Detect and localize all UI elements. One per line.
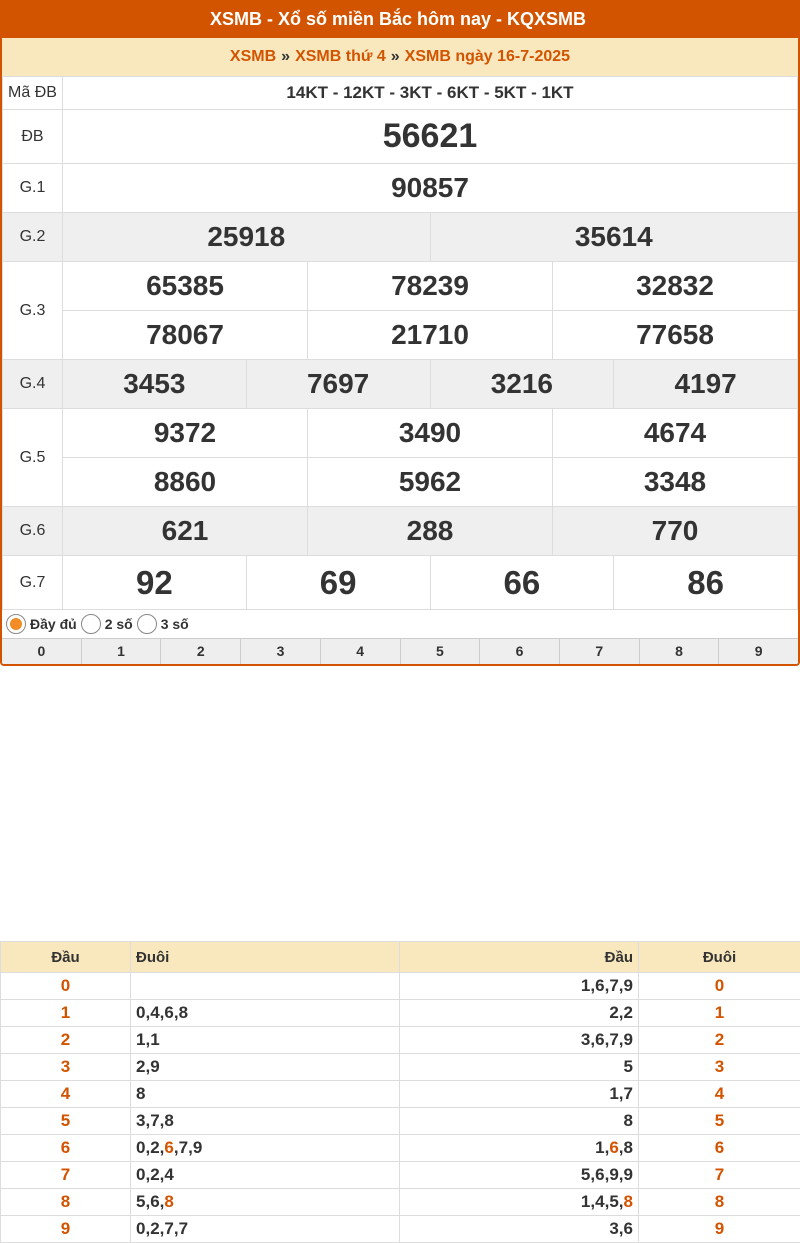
table-row <box>1 1135 800 1162</box>
loto-duoi-list <box>131 1027 400 1054</box>
prize-number: 3216 <box>430 360 614 409</box>
loto-dau: 3 <box>1 1054 131 1081</box>
loto-digit: 9 <box>192 1138 203 1157</box>
column-header-dau: Đầu <box>1 942 131 973</box>
prize-number: 770 <box>553 507 798 556</box>
table-row <box>1 1054 800 1081</box>
separator: , <box>159 1003 165 1022</box>
digit-filter-2[interactable]: 2 <box>161 639 241 664</box>
loto-dau-list <box>400 1216 639 1243</box>
loto-dau-list <box>400 1108 639 1135</box>
separator: , <box>173 1219 179 1238</box>
prize-row-g1 <box>3 164 798 213</box>
digit-filter-bar <box>2 638 798 664</box>
table-row <box>1 1027 800 1054</box>
loto-dau: 5 <box>1 1108 131 1135</box>
loto-dau: 7 <box>1 1162 131 1189</box>
option-full[interactable] <box>6 614 77 634</box>
breadcrumb-separator: » <box>390 48 400 65</box>
loto-digit: 3 <box>609 1219 619 1238</box>
digit-filter-3[interactable]: 3 <box>241 639 321 664</box>
breadcrumb <box>2 38 798 76</box>
loto-digit: 8 <box>623 1138 633 1157</box>
loto-dau-list <box>400 1189 639 1216</box>
loto-duoi: 8 <box>639 1189 800 1216</box>
prize-number: 288 <box>308 507 553 556</box>
column-header-duoi: Đuôi <box>131 942 400 973</box>
digit-filter-8[interactable]: 8 <box>640 639 720 664</box>
prize-label: Mã ĐB <box>3 77 63 110</box>
radio-icon[interactable] <box>137 614 157 634</box>
separator: , <box>604 1165 610 1184</box>
loto-dau-list <box>400 1135 639 1162</box>
prize-number: 25918 <box>63 213 431 262</box>
loto-digit: 5 <box>580 1165 591 1184</box>
loto-digit: 7 <box>164 1219 174 1238</box>
separator: , <box>145 1057 151 1076</box>
loto-duoi: 9 <box>639 1216 800 1243</box>
loto-digit: 5 <box>136 1192 146 1211</box>
loto-duoi: 2 <box>639 1027 800 1054</box>
loto-duoi-list <box>131 1000 400 1027</box>
loto-digit: 6 <box>609 1138 619 1157</box>
prize-label: G.6 <box>3 507 63 556</box>
loto-dau: 1 <box>1 1000 131 1027</box>
option-label: 3 số <box>160 616 189 632</box>
loto-dau-list <box>400 1027 639 1054</box>
loto-duoi-list <box>131 1054 400 1081</box>
loto-dau: 2 <box>1 1027 131 1054</box>
loto-duoi-list <box>131 1189 400 1216</box>
loto-digit: 2 <box>609 1003 619 1022</box>
loto-digit: 6 <box>595 1030 605 1049</box>
loto-duoi: 5 <box>639 1108 800 1135</box>
loto-digit: 2 <box>136 1057 146 1076</box>
loto-digit: 1 <box>150 1030 160 1049</box>
loto-digit: 1 <box>580 1192 591 1211</box>
loto-dau: 9 <box>1 1216 131 1243</box>
separator: , <box>145 1192 151 1211</box>
loto-digit: 1 <box>580 976 591 995</box>
loto-duoi-list <box>131 1081 400 1108</box>
loto-dau-list <box>400 1162 639 1189</box>
loto-duoi: 7 <box>639 1162 800 1189</box>
loto-duoi: 0 <box>639 973 800 1000</box>
separator: , <box>618 1165 624 1184</box>
loto-digit: 9 <box>623 976 633 995</box>
separator: , <box>188 1138 193 1157</box>
digit-filter-5[interactable]: 5 <box>401 639 481 664</box>
breadcrumb-link-date[interactable]: XSMB ngày 16-7-2025 <box>404 48 571 65</box>
separator: , <box>145 1138 151 1157</box>
prize-number: 69 <box>246 556 430 610</box>
prize-label: G.3 <box>3 262 63 360</box>
prize-number: 92 <box>63 556 247 610</box>
loto-digit: 0 <box>136 1003 146 1022</box>
loto-digit: 8 <box>164 1192 174 1211</box>
table-row <box>1 1000 800 1027</box>
loto-digit: 2 <box>150 1165 160 1184</box>
prize-label: ĐB <box>3 110 63 164</box>
prize-number: 7697 <box>246 360 430 409</box>
prize-number: 90857 <box>63 164 798 213</box>
separator: , <box>159 1165 165 1184</box>
loto-digit: 4 <box>150 1003 160 1022</box>
table-row <box>1 973 800 1000</box>
loto-duoi: 1 <box>639 1000 800 1027</box>
loto-digit: 6 <box>595 1165 605 1184</box>
loto-digit: 2 <box>150 1219 160 1238</box>
prize-row-g2 <box>3 213 798 262</box>
loto-digit: 8 <box>623 1111 633 1130</box>
loto-digit: 9 <box>150 1057 160 1076</box>
page-title: XSMB - Xổ số miền Bắc hôm nay - KQXSMB <box>0 0 798 38</box>
loto-digit: 7 <box>609 976 619 995</box>
loto-dau-list <box>400 1054 639 1081</box>
separator: , <box>618 1192 624 1211</box>
loto-duoi-list <box>131 1162 400 1189</box>
loto-dau: 0 <box>1 973 131 1000</box>
prize-label: G.1 <box>3 164 63 213</box>
loto-digit: 3 <box>580 1030 591 1049</box>
results-table <box>2 76 798 610</box>
digit-filter-6[interactable]: 6 <box>480 639 560 664</box>
radio-icon[interactable] <box>81 614 101 634</box>
prize-number: 5962 <box>308 458 553 507</box>
loto-digit: 8 <box>136 1084 146 1103</box>
separator: , <box>159 1219 165 1238</box>
loto-header-row <box>1 942 800 973</box>
table-row <box>1 1162 800 1189</box>
prize-row-ma-db <box>3 77 798 110</box>
column-header-dau: Đầu <box>400 942 639 973</box>
separator: , <box>145 1219 151 1238</box>
loto-digit: 4 <box>595 1192 605 1211</box>
loto-digit: 0 <box>136 1165 146 1184</box>
loto-digit: 6 <box>623 1219 633 1238</box>
loto-digit: 9 <box>623 1030 633 1049</box>
separator: , <box>604 1030 610 1049</box>
separator: , <box>590 1165 596 1184</box>
loto-digit: 7 <box>178 1138 189 1157</box>
separator: , <box>604 1192 610 1211</box>
separator: , <box>590 1192 596 1211</box>
prize-number: 8860 <box>63 458 308 507</box>
digit-filter-9[interactable]: 9 <box>754 643 763 659</box>
prize-number: 78067 <box>63 311 308 360</box>
loto-digit: 6 <box>164 1138 174 1157</box>
table-row <box>1 1108 800 1135</box>
loto-dau-list <box>400 1000 639 1027</box>
separator: , <box>159 1111 165 1130</box>
table-row <box>1 1189 800 1216</box>
separator: , <box>590 1030 596 1049</box>
separator: , <box>145 1111 151 1130</box>
prize-number: 4197 <box>614 360 798 409</box>
loto-duoi: 4 <box>639 1081 800 1108</box>
separator: , <box>145 1030 151 1049</box>
separator: , <box>604 976 610 995</box>
option-2-digits[interactable] <box>81 614 133 634</box>
separator: , <box>590 976 596 995</box>
separator: , <box>173 1003 179 1022</box>
separator: , <box>618 1030 624 1049</box>
prize-number: 32832 <box>553 262 798 311</box>
separator: , <box>145 1003 151 1022</box>
prize-label: G.4 <box>3 360 63 409</box>
table-row <box>1 1081 800 1108</box>
table-row <box>1 1216 800 1243</box>
digit-filter-0[interactable]: 0 <box>2 639 82 664</box>
separator: , <box>159 1192 165 1211</box>
prize-label: G.7 <box>3 556 63 610</box>
breadcrumb-link-xsmb[interactable]: XSMB <box>229 48 277 65</box>
separator: , <box>618 976 624 995</box>
loto-duoi-list <box>131 1135 400 1162</box>
loto-digit: 7 <box>178 1219 189 1238</box>
prize-row-g3 <box>3 311 798 360</box>
prize-number: 3348 <box>553 458 798 507</box>
prize-number: 4674 <box>553 409 798 458</box>
option-label: 2 số <box>104 616 133 632</box>
loto-digit: 5 <box>623 1057 633 1076</box>
loto-dau: 8 <box>1 1189 131 1216</box>
prize-label: G.2 <box>3 213 63 262</box>
digit-filter-1[interactable]: 1 <box>82 639 162 664</box>
prize-number: 66 <box>430 556 614 610</box>
loto-digit: 5 <box>609 1192 619 1211</box>
prize-row-g5 <box>3 409 798 458</box>
loto-digit: 1 <box>609 1084 619 1103</box>
loto-digit: 3 <box>136 1111 146 1130</box>
prize-row-db <box>3 110 798 164</box>
prize-row-g3 <box>3 262 798 311</box>
loto-dau-list <box>400 973 639 1000</box>
loto-dau-list <box>400 1081 639 1108</box>
loto-digit: 9 <box>609 1165 619 1184</box>
loto-digit: 2 <box>150 1138 160 1157</box>
loto-digit: 7 <box>623 1084 633 1103</box>
separator: , <box>604 1138 610 1157</box>
loto-digit: 1 <box>595 1138 605 1157</box>
loto-digit: 9 <box>623 1165 633 1184</box>
prize-number: 9372 <box>63 409 308 458</box>
prize-row-g5 <box>3 458 798 507</box>
prize-number: 86 <box>614 556 798 610</box>
prize-number: 77658 <box>553 311 798 360</box>
loto-duoi-list <box>131 1108 400 1135</box>
option-3-digits[interactable] <box>137 614 189 634</box>
separator: , <box>618 1219 624 1238</box>
loto-digit: 0 <box>136 1138 146 1157</box>
digit-filter-7[interactable]: 7 <box>560 639 640 664</box>
loto-digit: 6 <box>164 1003 174 1022</box>
loto-digit: 7 <box>609 1030 619 1049</box>
prize-label: G.5 <box>3 409 63 507</box>
prize-number: 78239 <box>308 262 553 311</box>
loto-digit: 6 <box>595 976 605 995</box>
loto-duoi: 3 <box>639 1054 800 1081</box>
display-options <box>2 610 798 638</box>
separator: , <box>145 1165 151 1184</box>
loto-digit: 6 <box>150 1192 160 1211</box>
prize-number: 3490 <box>308 409 553 458</box>
loto-digit: 8 <box>178 1003 189 1022</box>
separator: , <box>618 1138 624 1157</box>
digit-filter-4[interactable]: 4 <box>321 639 401 664</box>
separator: , <box>618 1084 624 1103</box>
loto-digit: 4 <box>164 1165 174 1184</box>
prize-row-g7 <box>3 556 798 610</box>
loto-digit: 7 <box>150 1111 160 1130</box>
loto-dau: 6 <box>1 1135 131 1162</box>
radio-selected-icon[interactable] <box>6 614 26 634</box>
prize-number: 3453 <box>63 360 247 409</box>
prize-row-g4 <box>3 360 798 409</box>
special-code: 14KT - 12KT - 3KT - 6KT - 5KT - 1KT <box>63 77 798 110</box>
prize-number: 621 <box>63 507 308 556</box>
separator: , <box>173 1138 179 1157</box>
loto-dau: 4 <box>1 1081 131 1108</box>
loto-digit: 0 <box>136 1219 146 1238</box>
prize-number: 21710 <box>308 311 553 360</box>
prize-number: 35614 <box>430 213 798 262</box>
loto-duoi-list <box>131 1216 400 1243</box>
column-header-duoi: Đuôi <box>639 942 800 973</box>
loto-duoi: 6 <box>639 1135 800 1162</box>
loto-table <box>0 941 800 1243</box>
separator: , <box>159 1138 165 1157</box>
special-prize-number: 56621 <box>63 110 798 164</box>
prize-number: 65385 <box>63 262 308 311</box>
loto-digit: 8 <box>164 1111 174 1130</box>
prize-row-g6 <box>3 507 798 556</box>
option-label: Đầy đủ <box>30 616 77 632</box>
separator: , <box>618 1003 624 1022</box>
breadcrumb-separator: » <box>281 48 291 65</box>
loto-digit: 2 <box>623 1003 633 1022</box>
loto-duoi-list <box>131 973 400 1000</box>
breadcrumb-link-weekday[interactable]: XSMB thứ 4 <box>295 48 386 65</box>
loto-digit: 1 <box>136 1030 146 1049</box>
loto-digit: 8 <box>623 1192 633 1211</box>
